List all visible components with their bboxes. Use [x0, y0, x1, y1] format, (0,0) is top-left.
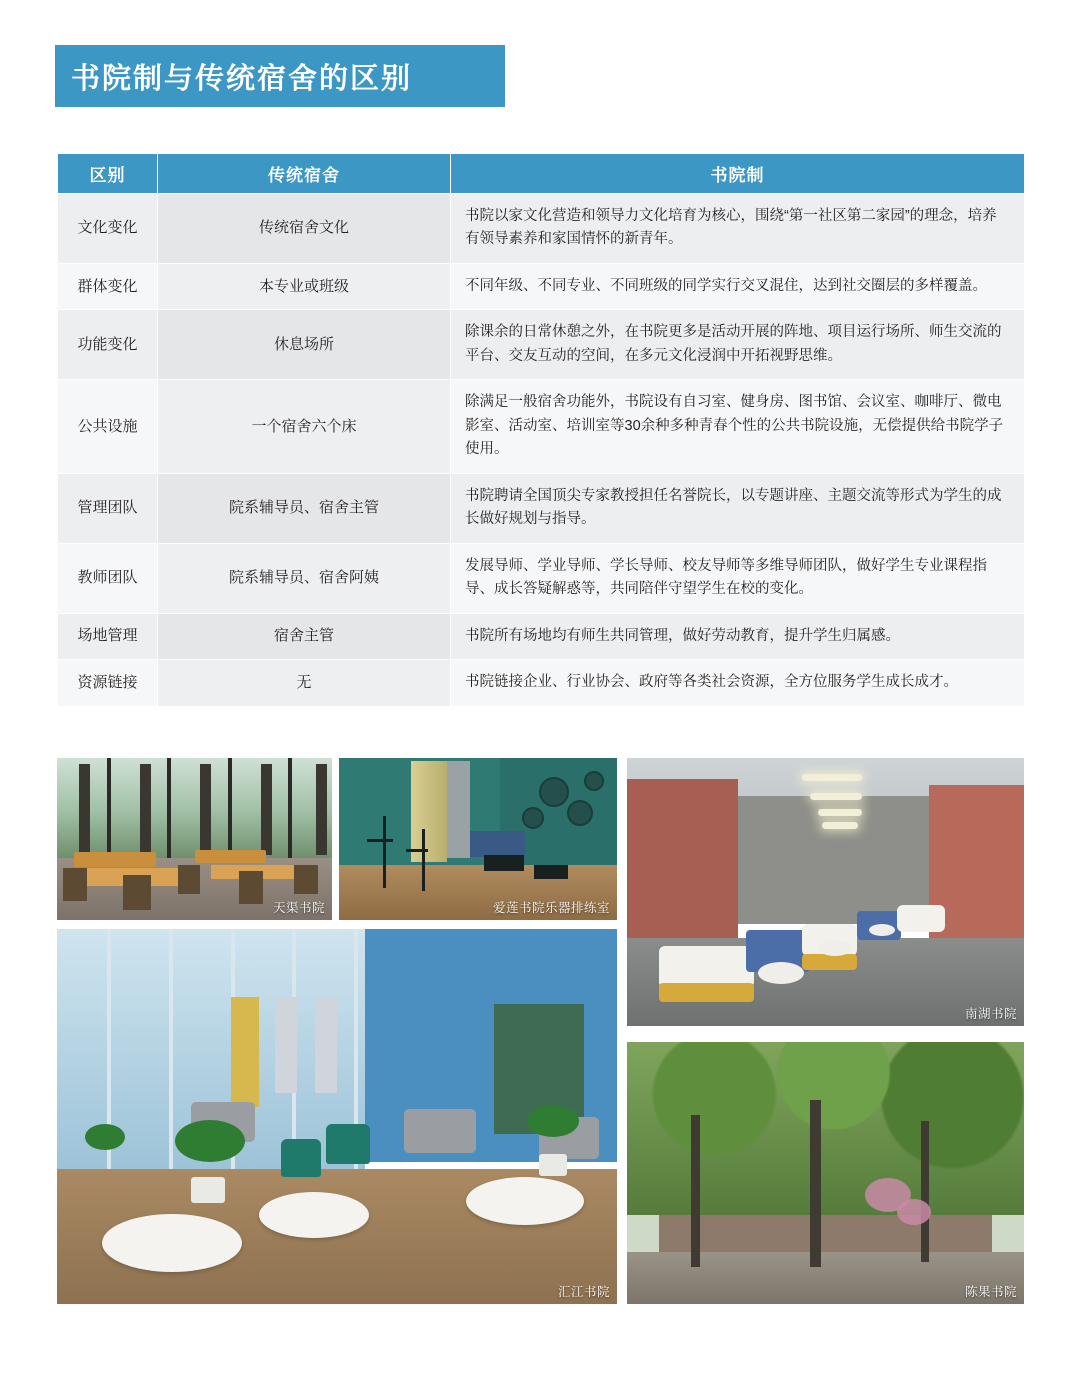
cell-aspect: 教师团队 — [58, 543, 158, 613]
cell-dorm: 院系辅导员、宿舍阿姨 — [158, 543, 451, 613]
page-title: 书院制与传统宿舍的区别 — [71, 62, 413, 95]
photo-tianqu-academy — [57, 758, 332, 920]
cell-dorm: 一个宿舍六个床 — [158, 380, 451, 473]
cell-college: 除课余的日常休憩之外，在书院更多是活动开展的阵地、项目运行场所、师生交流的平台、交友互动的空间，在多元文化浸润中开拓视野思维。 — [451, 310, 1025, 380]
cell-aspect: 场地管理 — [58, 613, 158, 659]
cell-college: 发展导师、学业导师、学长导师、校友导师等多维导师团队，做好学生专业课程指导、成长答疑解惑等，共同陪伴守望学生在校的变化。 — [451, 543, 1025, 613]
cell-aspect: 文化变化 — [58, 194, 158, 264]
table-row — [58, 263, 1025, 309]
photo-scene — [57, 758, 332, 920]
cell-aspect: 群体变化 — [58, 263, 158, 309]
photo-scene — [627, 1042, 1024, 1304]
photo-huijiang-academy — [57, 929, 617, 1304]
comparison-table — [57, 153, 1025, 707]
table-row — [58, 660, 1025, 706]
page-title-banner — [55, 45, 505, 107]
cell-aspect: 资源链接 — [58, 660, 158, 706]
table-row — [58, 380, 1025, 473]
table-row — [58, 473, 1025, 543]
photo-caption: 爱莲书院乐器排练室 — [492, 901, 610, 915]
photo-caption: 南湖书院 — [964, 1007, 1017, 1021]
cell-dorm: 本专业或班级 — [158, 263, 451, 309]
table-row — [58, 194, 1025, 264]
photo-scene — [627, 758, 1024, 1026]
cell-college: 除满足一般宿舍功能外，书院设有自习室、健身房、图书馆、会议室、咖啡厅、微电影室、活动室、培训室等30余种多种青春个性的公共书院设施，无偿提供给书院学子使用。 — [451, 380, 1025, 473]
table-row — [58, 310, 1025, 380]
photo-scene — [339, 758, 617, 920]
column-header-college: 书院制 — [451, 154, 1025, 194]
table-row — [58, 613, 1025, 659]
photo-caption: 陈果书院 — [964, 1285, 1017, 1299]
photo-chenguo-academy — [627, 1042, 1024, 1304]
photo-ailian-rehearsal-room — [339, 758, 617, 920]
cell-college: 书院以家文化营造和领导力文化培育为核心，围绕“第一社区第二家园”的理念，培养有领导素养和家国情怀的新青年。 — [451, 194, 1025, 264]
cell-college: 书院聘请全国顶尖专家教授担任名誉院长，以专题讲座、主题交流等形式为学生的成长做好规划与指导。 — [451, 473, 1025, 543]
cell-dorm: 休息场所 — [158, 310, 451, 380]
cell-aspect: 公共设施 — [58, 380, 158, 473]
cell-dorm: 无 — [158, 660, 451, 706]
cell-aspect: 功能变化 — [58, 310, 158, 380]
photo-nanhu-academy — [627, 758, 1024, 1026]
cell-dorm: 院系辅导员、宿舍主管 — [158, 473, 451, 543]
table-row — [58, 543, 1025, 613]
column-header-aspect: 区别 — [58, 154, 158, 194]
cell-aspect: 管理团队 — [58, 473, 158, 543]
photo-scene — [57, 929, 617, 1304]
photo-caption: 天渠书院 — [272, 901, 325, 915]
column-header-dorm: 传统宿舍 — [158, 154, 451, 194]
cell-college: 书院链接企业、行业协会、政府等各类社会资源，全方位服务学生成长成才。 — [451, 660, 1025, 706]
cell-college: 不同年级、不同专业、不同班级的同学实行交叉混住，达到社交圈层的多样覆盖。 — [451, 263, 1025, 309]
cell-dorm: 宿舍主管 — [158, 613, 451, 659]
photo-caption: 汇江书院 — [557, 1285, 610, 1299]
table-header-row — [58, 154, 1025, 194]
cell-dorm: 传统宿舍文化 — [158, 194, 451, 264]
cell-college: 书院所有场地均有师生共同管理，做好劳动教育，提升学生归属感。 — [451, 613, 1025, 659]
